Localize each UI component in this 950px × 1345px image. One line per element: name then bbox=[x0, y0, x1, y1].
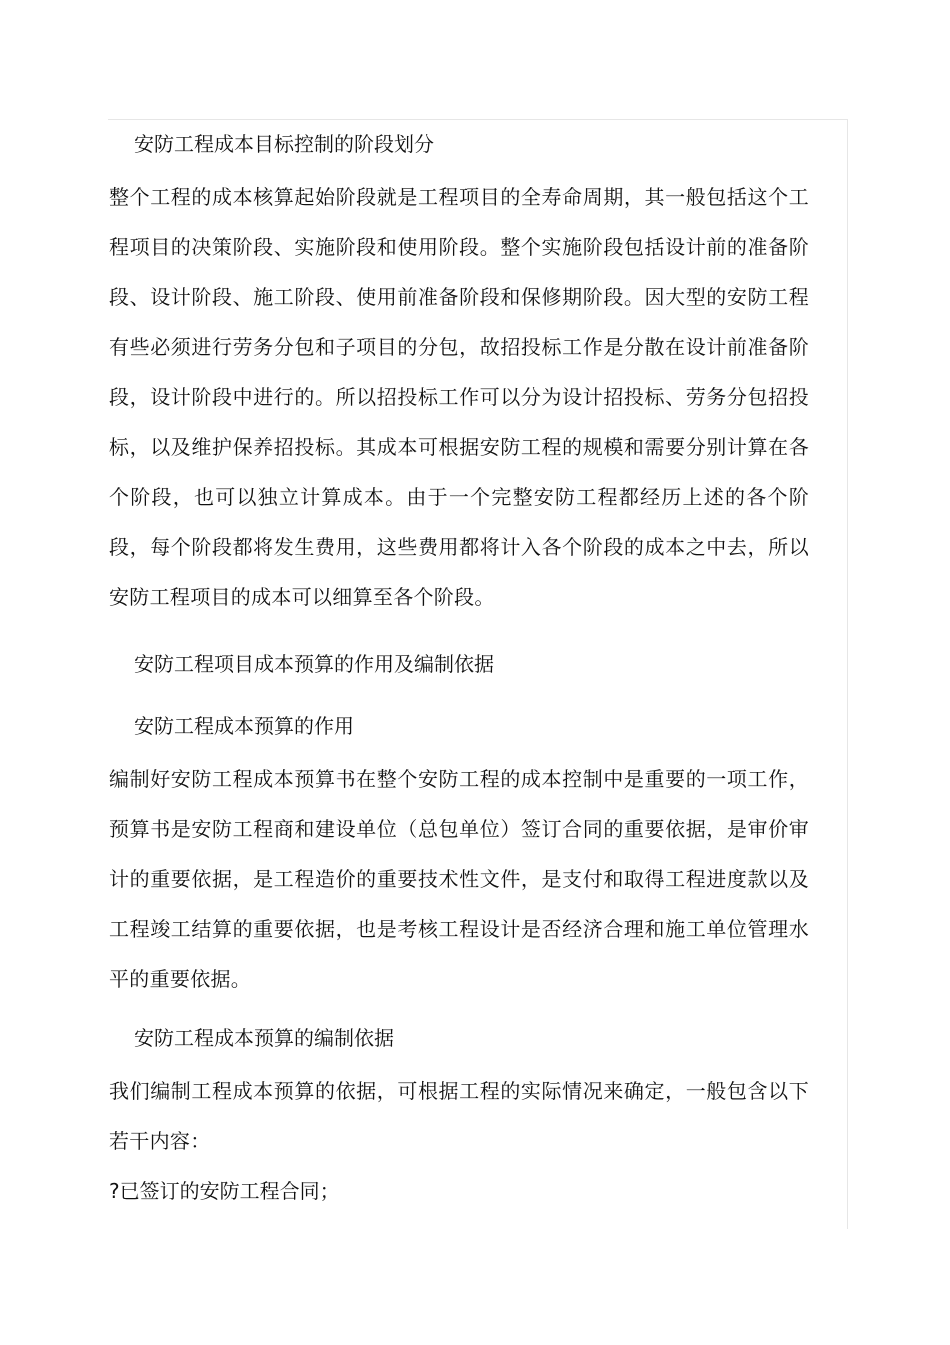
section-heading-budget-role-and-basis: 安防工程项目成本预算的作用及编制依据 bbox=[134, 652, 494, 676]
list-item-signed-contract: ?已签订的安防工程合同； bbox=[109, 1179, 340, 1203]
document-body bbox=[109, 124, 809, 1216]
section-heading-budget-basis: 安防工程成本预算的编制依据 bbox=[134, 1026, 394, 1050]
paragraph-cost-control-stages: 整个工程的成本核算起始阶段就是工程项目的全寿命周期，其一般包括这个工程项目的决策阶段、实施阶段和使用阶段。整个实施阶段包括设计前的准备阶段、设计阶段、施工阶段、使用前准备阶段和保修期阶段。因大型的安防工程有些必须进行劳务分包和子项目的分包，故招投标工作是分散在设计前准备阶段，设计阶段中进行的。所以招投标工作可以分为设计招投标、劳务分包招投标，以及维护保养招投标。其成本可根据安防工程的规模和需要分别计算在各个阶段，也可以独立计算成本。由于一个完整安防工程都经历上述的各个阶段，每个阶段都将发生费用，这些费用都将计入各个阶段的成本之中去，所以安防工程项目的成本可以细算至各个阶段。 bbox=[109, 185, 809, 609]
page-frame-right-border bbox=[847, 119, 848, 1229]
section-heading-budget-role: 安防工程成本预算的作用 bbox=[134, 714, 354, 738]
paragraph-budget-basis: 我们编制工程成本预算的依据，可根据工程的实际情况来确定，一般包含以下若干内容： bbox=[109, 1079, 809, 1153]
page-frame-top-border bbox=[108, 119, 848, 120]
section-heading-cost-control-stages: 安防工程成本目标控制的阶段划分 bbox=[134, 132, 434, 156]
paragraph-budget-role: 编制好安防工程成本预算书在整个安防工程的成本控制中是重要的一项工作，预算书是安防工程商和建设单位（总包单位）签订合同的重要依据，是审价审计的重要依据，是工程造价的重要技术性文件，是支付和取得工程进度款以及工程竣工结算的重要依据，也是考核工程设计是否经济合理和施工单位管理水平的重要依据。 bbox=[109, 767, 809, 991]
